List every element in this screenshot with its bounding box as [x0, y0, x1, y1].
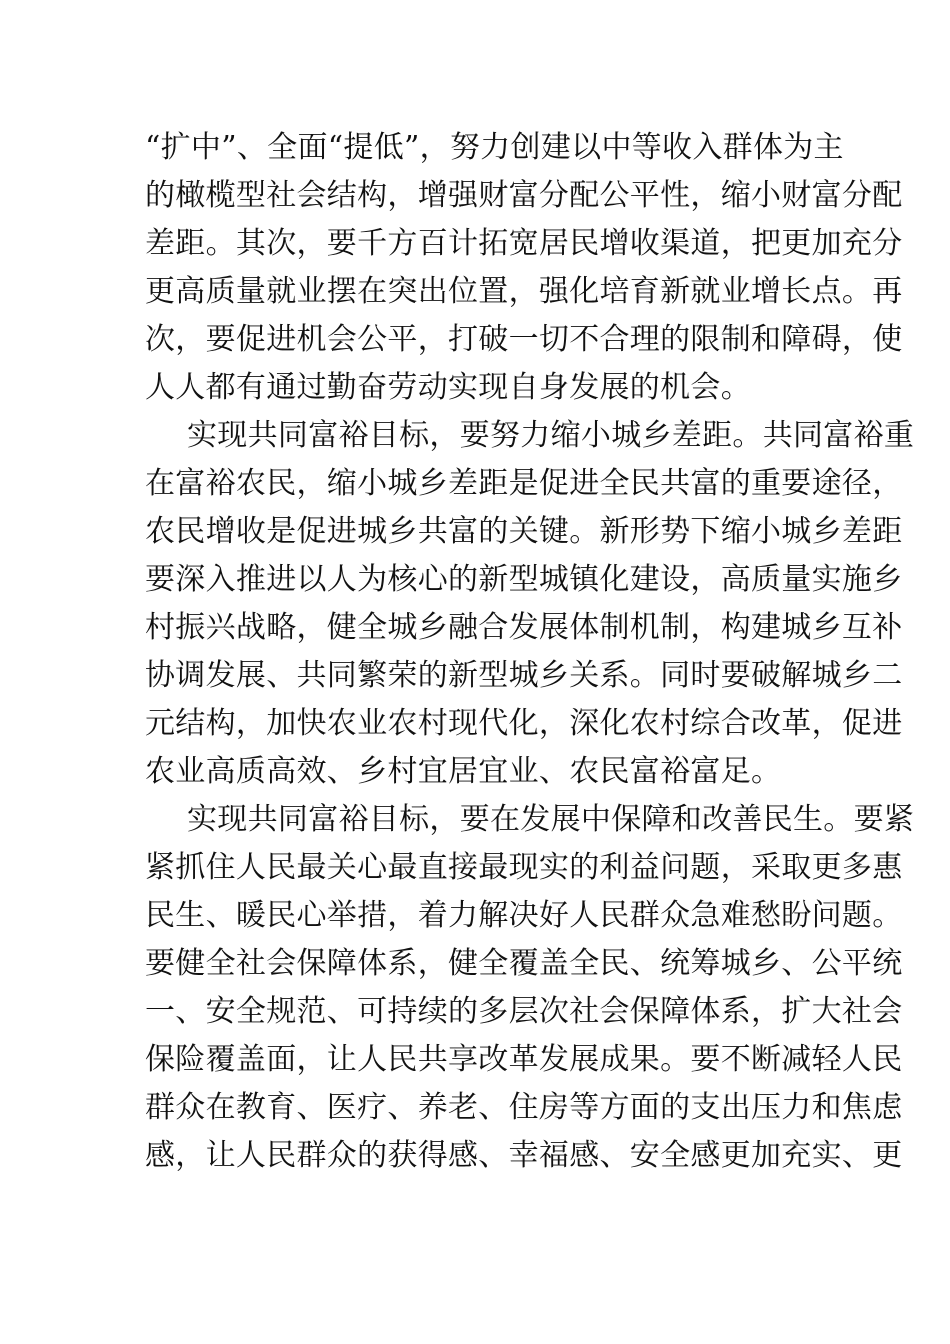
text-line: 次，要促进机会公平，打破一切不合理的限制和障碍，使	[145, 322, 903, 357]
paragraph-3	[145, 796, 915, 1180]
text-line: 协调发展、共同繁荣的新型城乡关系。同时要破解城乡二	[145, 658, 903, 693]
text-line: 农民增收是促进城乡共富的关键。新形势下缩小城乡差距	[145, 514, 903, 549]
paragraph-1	[145, 124, 903, 412]
text-line: 要健全社会保障体系，健全覆盖全民、统筹城乡、公平统	[145, 946, 903, 981]
text-line: 元结构，加快农业农村现代化，深化农村综合改革，促进	[145, 706, 903, 741]
text-line: 紧抓住人民最关心最直接最现实的利益问题，采取更多惠	[145, 850, 903, 885]
text-line: “扩中”、全面“提低”，努力创建以中等收入群体为主	[145, 130, 844, 165]
text-line: 实现共同富裕目标，要努力缩小城乡差距。共同富裕重	[187, 418, 915, 453]
text-line: 更高质量就业摆在突出位置，强化培育新就业增长点。再	[145, 274, 903, 309]
text-line: 一、安全规范、可持续的多层次社会保障体系，扩大社会	[145, 994, 903, 1029]
text-line: 群众在教育、医疗、养老、住房等方面的支出压力和焦虑	[145, 1090, 903, 1125]
paragraph-2	[145, 412, 915, 796]
text-line: 实现共同富裕目标，要在发展中保障和改善民生。要紧	[187, 802, 915, 837]
text-line: 保险覆盖面，让人民共享改革发展成果。要不断减轻人民	[145, 1042, 903, 1077]
text-line: 人人都有通过勤奋劳动实现自身发展的机会。	[145, 370, 751, 405]
text-line: 差距。其次，要千方百计拓宽居民增收渠道，把更加充分	[145, 226, 903, 261]
body-text	[145, 124, 915, 1180]
text-line: 要深入推进以人为核心的新型城镇化建设，高质量实施乡	[145, 562, 903, 597]
text-line: 的橄榄型社会结构，增强财富分配公平性，缩小财富分配	[145, 178, 903, 213]
text-line: 在富裕农民，缩小城乡差距是促进全民共富的重要途径，	[145, 466, 903, 501]
text-line: 民生、暖民心举措，着力解决好人民群众急难愁盼问题。	[145, 898, 903, 933]
text-line: 感，让人民群众的获得感、幸福感、安全感更加充实、更	[145, 1138, 903, 1173]
text-line: 村振兴战略，健全城乡融合发展体制机制，构建城乡互补	[145, 610, 903, 645]
text-line: 农业高质高效、乡村宜居宜业、农民富裕富足。	[145, 754, 782, 789]
